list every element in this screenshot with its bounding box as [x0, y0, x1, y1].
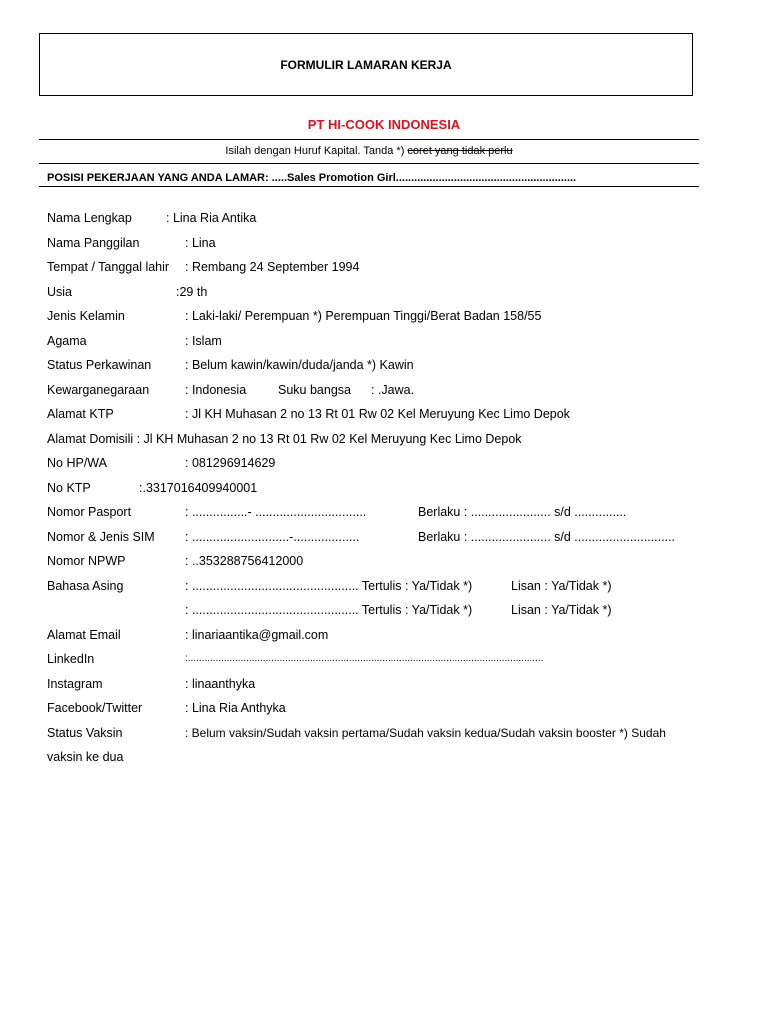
value-bahasa-2: : ................................................ Tertulis : Ya/Tidak *)	[185, 603, 473, 617]
label-paspor: Nomor Pasport	[47, 505, 132, 519]
value-linkedin: :................................................................................................................................	[185, 653, 544, 664]
value-vaksin-2: vaksin ke dua	[47, 750, 124, 764]
label-linkedin: LinkedIn	[47, 652, 95, 666]
value-no-hp: : 081296914629	[185, 456, 276, 470]
divider-bottom	[39, 186, 699, 187]
label-status-perkawinan: Status Perkawinan	[47, 358, 152, 372]
value-npwp: : ..353288756412000	[185, 554, 304, 568]
label-no-hp: No HP/WA	[47, 456, 107, 470]
instruction-strike: coret yang tidak perlu	[407, 145, 513, 157]
lisan-bahasa-2: Lisan : Ya/Tidak *)	[511, 603, 612, 617]
label-bahasa: Bahasa Asing	[47, 579, 124, 593]
divider-middle	[39, 163, 699, 164]
label-agama: Agama	[47, 334, 87, 348]
label-vaksin: Status Vaksin	[47, 726, 123, 740]
value-agama: : Islam	[185, 334, 222, 348]
value-facebook: : Lina Ria Anthyka	[185, 701, 286, 715]
lisan-bahasa-1: Lisan : Ya/Tidak *)	[511, 579, 612, 593]
label-instagram: Instagram	[47, 677, 103, 691]
label-ttl: Tempat / Tanggal lahir	[47, 260, 170, 274]
form-title: FORMULIR LAMARAN KERJA	[280, 58, 452, 72]
label-jenis-kelamin: Jenis Kelamin	[47, 309, 125, 323]
label-kewarganegaraan: Kewarganegaraan	[47, 383, 150, 397]
divider-top	[39, 139, 699, 140]
label-sim: Nomor & Jenis SIM	[47, 530, 155, 544]
value-nama-lengkap: : Lina Ria Antika	[166, 211, 257, 225]
label-alamat-domisili: Alamat Domisili : Jl KH Muhasan 2 no 13 Rt 01 Rw 02 Kel Meruyung Kec Limo Depok	[47, 432, 522, 446]
position-applied: POSISI PEKERJAAN YANG ANDA LAMAR: .....Sales Promotion Girl...........................................................	[47, 172, 577, 184]
label-no-ktp: No KTP	[47, 481, 91, 495]
berlaku-sim: Berlaku : ....................... s/d .............................	[418, 530, 676, 544]
value-usia: :29 th	[176, 285, 208, 299]
label-alamat-ktp: Alamat KTP	[47, 407, 114, 421]
label-usia: Usia	[47, 285, 73, 299]
label-nama-lengkap: Nama Lengkap	[47, 211, 132, 225]
instruction-line	[39, 145, 699, 157]
label-facebook: Facebook/Twitter	[47, 701, 143, 715]
value-email: : linariaantika@gmail.com	[185, 628, 329, 642]
value-bahasa-1: : ................................................ Tertulis : Ya/Tidak *)	[185, 579, 473, 593]
company-name: PT HI-COOK INDONESIA	[307, 117, 461, 132]
value-paspor: : ................- ................................	[185, 505, 367, 519]
value-alamat-ktp: : Jl KH Muhasan 2 no 13 Rt 01 Rw 02 Kel Meruyung Kec Limo Depok	[185, 407, 570, 421]
label-email: Alamat Email	[47, 628, 121, 642]
value-suku-bangsa: : .Jawa.	[371, 383, 415, 397]
berlaku-paspor: Berlaku : ....................... s/d ...............	[418, 505, 627, 519]
title-box	[39, 33, 693, 96]
value-nama-panggilan: : Lina	[185, 236, 216, 250]
value-ttl: : Rembang 24 September 1994	[185, 260, 360, 274]
value-instagram: : linaanthyka	[185, 677, 256, 691]
label-suku-bangsa: Suku bangsa	[278, 383, 351, 397]
instruction-text: Isilah dengan Huruf Kapital. Tanda *)	[225, 145, 408, 157]
value-status-perkawinan: : Belum kawin/kawin/duda/janda *) Kawin	[185, 358, 414, 372]
value-no-ktp: :.3317016409940001	[139, 481, 258, 495]
value-jenis-kelamin: : Laki-laki/ Perempuan *) Perempuan Tinggi/Berat Badan 158/55	[185, 309, 542, 323]
label-nama-panggilan: Nama Panggilan	[47, 236, 140, 250]
value-kewarganegaraan: : Indonesia	[185, 383, 247, 397]
value-sim: : ............................-...................	[185, 530, 360, 544]
label-npwp: Nomor NPWP	[47, 554, 126, 568]
value-vaksin: : Belum vaksin/Sudah vaksin pertama/Sudah vaksin kedua/Sudah vaksin booster *) Sudah	[185, 726, 666, 740]
